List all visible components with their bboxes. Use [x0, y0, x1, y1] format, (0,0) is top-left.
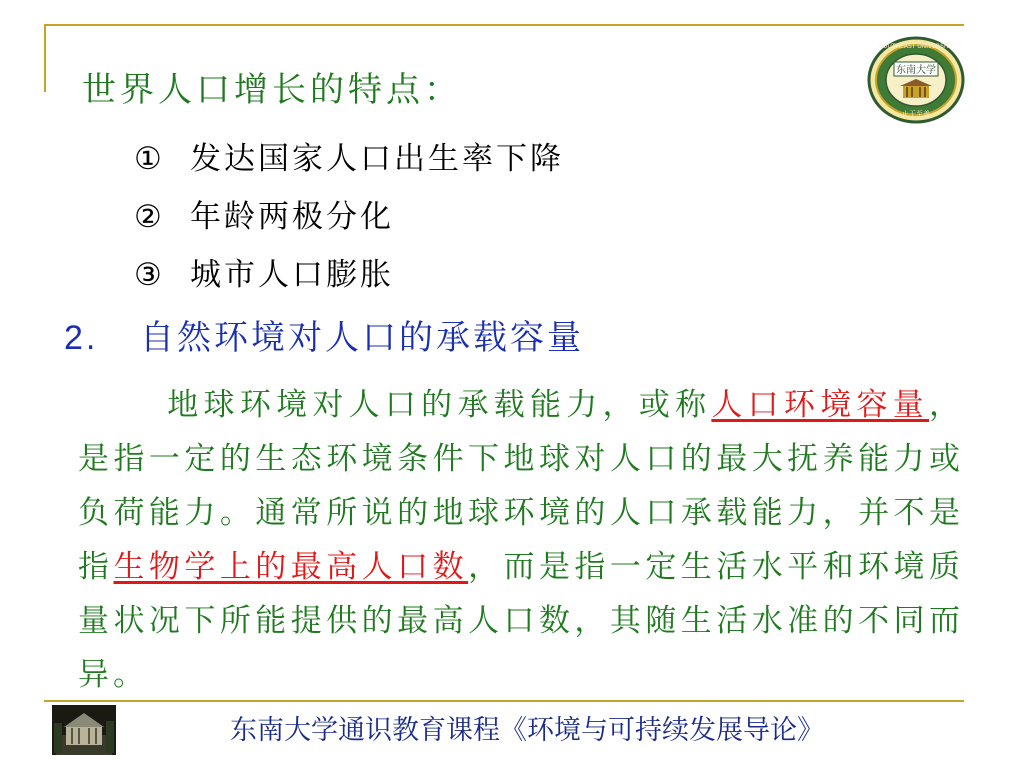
section-title-text: 自然环境对人口的承载容量 — [140, 318, 584, 358]
feature-list — [134, 134, 564, 308]
list-number: ③ — [134, 257, 165, 293]
slide-heading: 世界人口增长的特点： — [82, 70, 462, 110]
footer-course-title: 东南大学通识教育课程《环境与可持续发展导论》 — [230, 715, 824, 746]
paragraph-text-1: 地球环境对人口的承载能力，或称 — [166, 387, 712, 423]
campus-building-photo-icon — [52, 705, 116, 755]
list-item — [134, 250, 564, 308]
svg-text:东南大学: 东南大学 — [896, 65, 936, 76]
highlight-term-2: 生物学上的最高人口数 — [113, 549, 469, 585]
section-number: 2. — [64, 319, 99, 357]
list-item — [134, 134, 564, 192]
svg-text:SOUTHEAST UNIVERSITY: SOUTHEAST UNIVERSITY — [879, 43, 953, 50]
bottom-rule — [44, 700, 964, 702]
svg-text:止于至善: 止于至善 — [902, 110, 930, 118]
list-item — [134, 192, 564, 250]
paragraph-text-3: ，而是指一定生活水平和环境质量状况下所能提供的最高人口数，其随生活水准的不同而异。 — [78, 549, 965, 693]
university-emblem-icon — [866, 36, 966, 124]
highlight-term-1: 人口环境容量 — [711, 387, 930, 423]
list-number: ① — [134, 141, 165, 177]
list-text: 城市人口膨胀 — [190, 257, 394, 293]
paragraph-text-2: ，是指一定的生态环境条件下地球对人口的最大抚养能力或负荷能力。通常所说的地球环境的人口承载能力，并不是指 — [78, 387, 965, 585]
section-title — [64, 310, 584, 359]
left-rule — [44, 24, 46, 92]
list-number: ② — [134, 199, 165, 235]
body-paragraph — [78, 378, 964, 702]
list-text: 发达国家人口出生率下降 — [190, 141, 564, 177]
top-rule — [44, 24, 964, 26]
list-text: 年龄两极分化 — [190, 199, 394, 235]
